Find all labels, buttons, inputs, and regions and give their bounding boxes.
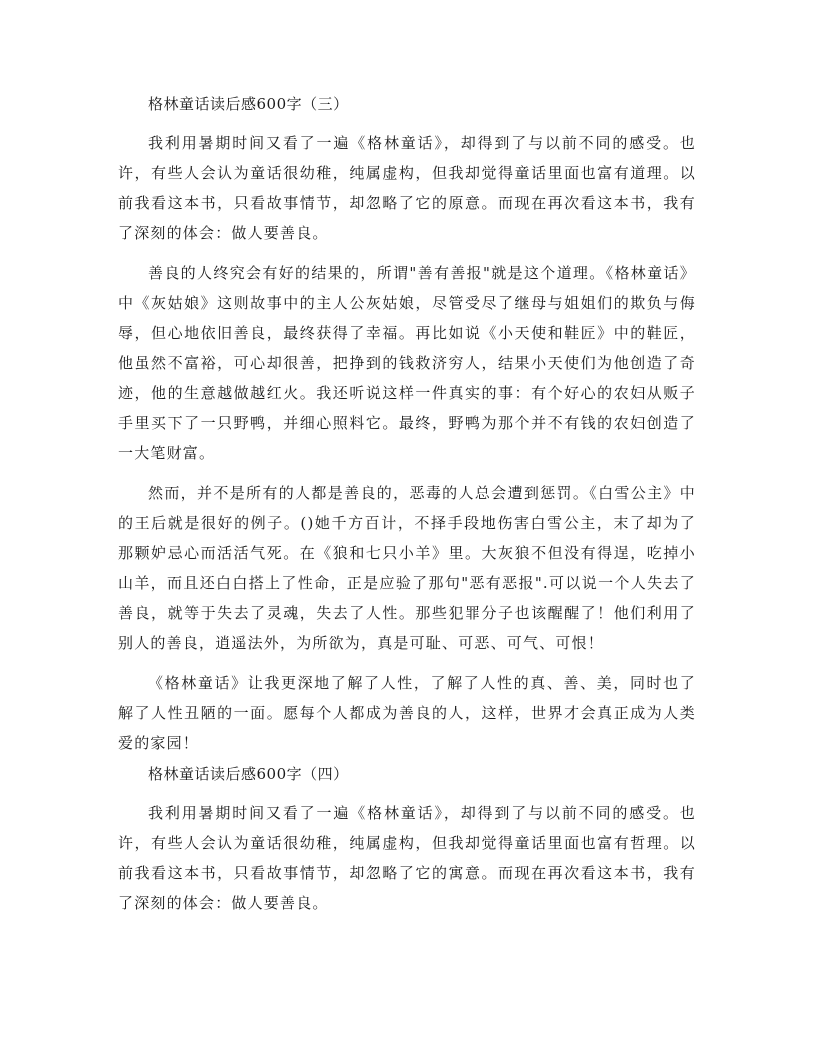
section-4-paragraph-1: 我利用暑期时间又看了一遍《格林童话》，却得到了与以前不同的感受。也许，有些人会认为童话很幼稚，纯属虚构，但我却觉得童话里面也富有哲理。以前我看这本书，只看故事情节，却忽略了它的寓意。而现在再次看这本书，我有了深刻的体会：做人要善良。: [118, 804, 696, 912]
section-3-paragraph-3: 然而，并不是所有的人都是善良的，恶毒的人总会遭到惩罚。《白雪公主》中的王后就是很好的例子。()她千方百计，不择手段地伤害白雪公主，末了却为了那颗妒忌心而活活气死。在《狼和七只小羊》里。大灰狼不但没有得逞，吃掉小山羊，而且还白白搭上了性命，正是应验了那句"恶有恶报".可以说一个人失去了善良，就等于失去了灵魂，失去了人性。那些犯罪分子也该醒醒了！他们利用了别人的善良，逍遥法外，为所欲为，真是可耻、可恶、可气、可恨！: [118, 484, 696, 652]
section-3-paragraph-2: 善良的人终究会有好的结果的，所谓"善有善报"就是这个道理。《格林童话》中《灰姑娘》这则故事中的主人公灰姑娘，尽管受尽了继母与姐姐们的欺负与侮辱，但心地依旧善良，最终获得了幸福。再比如说《小天使和鞋匠》中的鞋匠，他虽然不富裕，可心却很善，把挣到的钱救济穷人，结果小天使们为他创造了奇迹，他的生意越做越红火。我还听说这样一件真实的事：有个好心的农妇从贩子手里买下了一只野鸭，并细心照料它。最终，野鸭为那个并不有钱的农妇创造了一大笔财富。: [118, 264, 696, 462]
section-4-title: 格林童话读后感600字（四）: [148, 765, 349, 783]
section-3-title: 格林童话读后感600字（三）: [148, 95, 349, 113]
section-3-paragraph-1: 我利用暑期时间又看了一遍《格林童话》，却得到了与以前不同的感受。也许，有些人会认为童话很幼稚，纯属虚构，但我却觉得童话里面也富有道理。以前我看这本书，只看故事情节，却忽略了它的原意。而现在再次看这本书，我有了深刻的体会：做人要善良。: [118, 134, 696, 242]
document-body: [118, 92, 696, 928]
section-3-paragraph-4: 《格林童话》让我更深地了解了人性，了解了人性的真、善、美，同时也了解了人性丑陋的一面。愿每个人都成为善良的人，这样，世界才会真正成为人类爱的家园！: [118, 674, 696, 752]
